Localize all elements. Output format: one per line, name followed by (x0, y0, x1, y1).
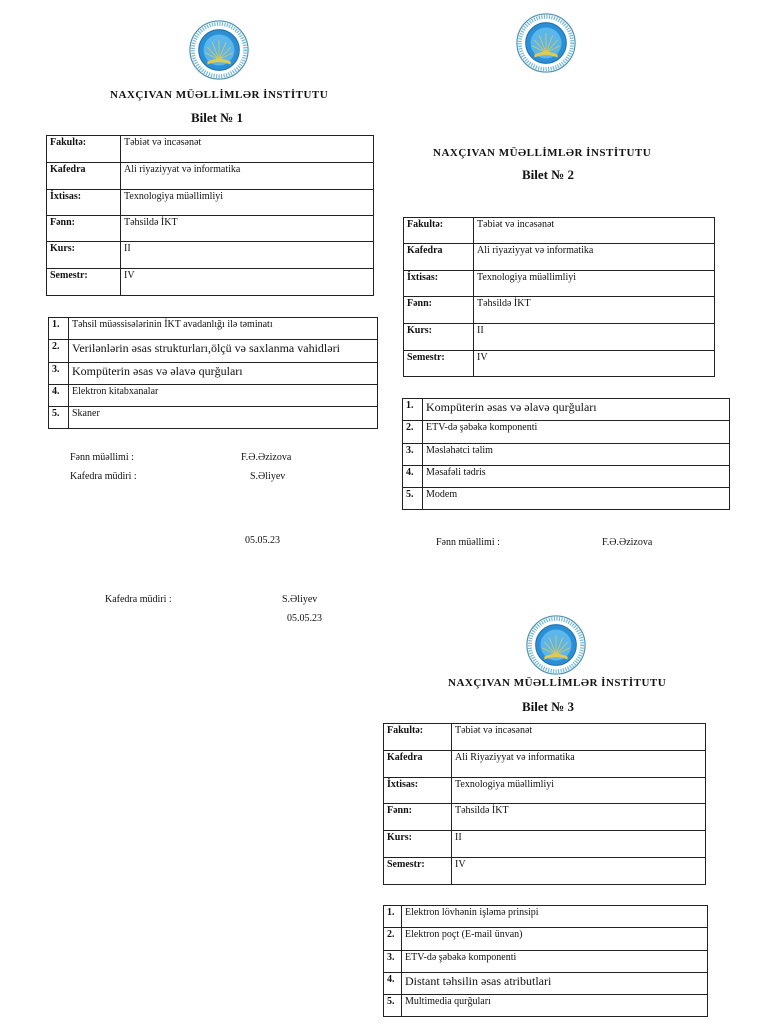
question-text: Multimedia qurğuları (402, 995, 708, 1017)
head-name: S.Əliyev (282, 594, 318, 605)
info-label: Semestr: (47, 269, 121, 296)
teacher-label: Fənn müəllimi : (436, 537, 500, 548)
info-value: Ali riyaziyyat və informatika (121, 163, 374, 190)
institute-name: NAXÇIVAN MÜƏLLİMLƏR İNSTİTUTU (433, 147, 652, 159)
question-text: Elektron poçt (E-mail ünvan) (402, 928, 708, 951)
question-text: Elektron lövhənin işləmə prinsipi (402, 906, 708, 928)
info-label: Fənn: (47, 216, 121, 242)
head-label: Kafedra müdiri : (105, 594, 172, 605)
info-value: Texnologiya müəllimliyi (121, 190, 374, 216)
info-value: Ali riyaziyyat və informatika (474, 244, 715, 271)
info-value: II (452, 831, 706, 858)
info-label: Kurs: (47, 242, 121, 269)
info-value: IV (474, 351, 715, 377)
question-text: Verilənlərin əsas strukturları,ölçü və saxlanma vahidləri (69, 340, 378, 363)
head-label: Kafedra müdiri : (70, 471, 137, 482)
info-value: Ali Riyaziyyat və informatika (452, 751, 706, 778)
info-label: Fənn: (404, 297, 474, 324)
ticket-title: Bilet № 3 (522, 699, 575, 714)
question-text: Distant təhsilin əsas atributlari (402, 973, 708, 995)
ticket-info-table (403, 217, 715, 377)
info-value: Təhsildə İKT (474, 297, 715, 324)
ticket-title: Bilet № 1 (191, 110, 244, 125)
ticket-info-table (46, 135, 374, 296)
question-table (48, 317, 378, 429)
info-value: II (474, 324, 715, 351)
info-value: Təhsildə İKT (121, 216, 374, 242)
institute-name: NAXÇIVAN MÜƏLLİMLƏR İNSTİTUTU (110, 89, 329, 101)
question-number: 4. (49, 385, 69, 407)
info-value: Təhsildə İKT (452, 804, 706, 831)
info-value: Texnologiya müəllimliyi (452, 778, 706, 804)
info-label: İxtisas: (404, 271, 474, 297)
info-label: Kafedra (404, 244, 474, 271)
teacher-name: F.Ə.Əzizova (602, 537, 653, 548)
question-number: 5. (384, 995, 402, 1017)
institute-logo (515, 12, 577, 74)
info-label: Fənn: (384, 804, 452, 831)
question-text: ETV-də şəbəkə komponenti (402, 951, 708, 973)
head-name: S.Əliyev (250, 471, 286, 482)
info-value: Təbiət və incəsənət (452, 724, 706, 751)
info-label: Kurs: (384, 831, 452, 858)
info-label: Fakultə: (404, 218, 474, 244)
teacher-label: Fənn müəllimi : (70, 452, 134, 463)
question-text: Təhsil müəssisələrinin İKT avadanlığı ilə təminatı (69, 318, 378, 340)
question-number: 3. (384, 951, 402, 973)
question-text: Kompüterin əsas və əlavə qurğuları (423, 399, 730, 421)
info-label: Fakultə: (47, 136, 121, 163)
info-label: Fakultə: (384, 724, 452, 751)
info-value: IV (121, 269, 374, 296)
info-value: II (121, 242, 374, 269)
institute-logo (188, 19, 250, 81)
question-number: 1. (403, 399, 423, 421)
question-number: 5. (49, 407, 69, 429)
teacher-name: F.Ə.Əzizova (241, 452, 292, 463)
info-label: İxtisas: (384, 778, 452, 804)
info-label: Kafedra (47, 163, 121, 190)
info-value: Təbiət və incəsənət (121, 136, 374, 163)
question-text: Skaner (69, 407, 378, 429)
question-number: 4. (384, 973, 402, 995)
info-label: İxtisas: (47, 190, 121, 216)
question-number: 5. (403, 488, 423, 510)
ticket-date: 05.05.23 (245, 535, 280, 546)
question-text: ETV-də şəbəkə komponenti (423, 421, 730, 444)
ticket-date: 05.05.23 (287, 613, 322, 624)
question-number: 3. (403, 444, 423, 466)
ticket-title: Bilet № 2 (522, 167, 575, 182)
question-table (383, 905, 708, 1017)
institute-name: NAXÇIVAN MÜƏLLİMLƏR İNSTİTUTU (448, 677, 667, 689)
question-number: 2. (384, 928, 402, 951)
question-number: 2. (403, 421, 423, 444)
info-value: IV (452, 858, 706, 885)
info-label: Semestr: (384, 858, 452, 885)
info-label: Kafedra (384, 751, 452, 778)
question-number: 2. (49, 340, 69, 363)
info-label: Kurs: (404, 324, 474, 351)
question-text: Məsləhətci təlim (423, 444, 730, 466)
info-label: Semestr: (404, 351, 474, 377)
ticket-info-table (383, 723, 706, 885)
question-number: 3. (49, 363, 69, 385)
question-text: Modem (423, 488, 730, 510)
question-number: 1. (49, 318, 69, 340)
question-table (402, 398, 730, 510)
question-text: Məsafəli tədris (423, 466, 730, 488)
question-text: Kompüterin əsas və əlavə qurğuları (69, 363, 378, 385)
question-number: 4. (403, 466, 423, 488)
question-number: 1. (384, 906, 402, 928)
info-value: Texnologiya müəllimliyi (474, 271, 715, 297)
question-text: Elektron kitabxanalar (69, 385, 378, 407)
institute-logo (525, 614, 587, 676)
info-value: Təbiət və incəsənət (474, 218, 715, 244)
